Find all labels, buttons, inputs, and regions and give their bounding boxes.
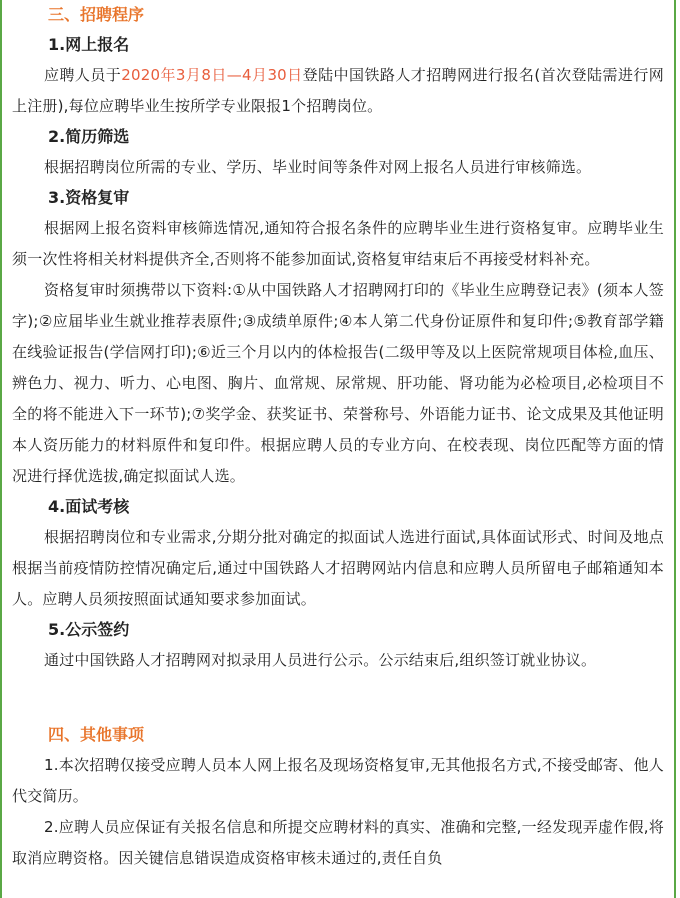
step-heading-qualification-review: 3.资格复审 [48,188,130,207]
step-heading-resume-screening: 2.简历筛选 [48,127,130,146]
step-text-online-registration [12,60,664,122]
step-text-required-documents: 资格复审时须携带以下资料:①从中国铁路人才招聘网打印的《毕业生应聘登记表》(须本人签字);②应届毕业生就业推荐表原件;③成绩单原件;④本人第二代身份证原件和复印件;⑤教育部学籍在线验证报告(学信网打印);⑥近三个月以内的体检报告(二级甲等及以上医院常规项目体检,血压、辨色力、视力、听力、心电图、胸片、血常规、尿常规、肝功能、肾功能为必检项目,必检项目不全的将不能进入下一环节);⑦奖学金、获奖证书、荣誉称号、外语能力证书、论文成果及其他证明本人资历能力的材料原件和复印件。根据应聘人员的专业方向、在校表现、岗位匹配等方面的情况进行择优选拔,确定拟面试人选。 [12,281,664,485]
step-text-interview: 根据招聘岗位和专业需求,分期分批对确定的拟面试人选进行面试,具体面试形式、时间及地点根据当前疫情防控情况确定后,通过中国铁路人才招聘网站内信息和应聘人员所留电子邮箱通知本人。应聘人员须按照面试通知要求参加面试。 [12,528,664,608]
step-heading-interview: 4.面试考核 [48,497,130,516]
other-matter-2: 2.应聘人员应保证有关报名信息和所提交应聘材料的真实、准确和完整,一经发现弄虚作假,将取消应聘资格。因关键信息错误造成资格审核未通过的,责任自负 [12,818,664,867]
step-text-publicity-signing: 通过中国铁路人才招聘网对拟录用人员进行公示。公示结束后,组织签订就业协议。 [44,651,597,669]
text-segment: 登陆中国铁路人才招聘网进行报名(首次登陆需进行网上注册),每位应聘毕业生按所学专业限报1个招聘岗位。 [12,66,664,115]
step-text-resume-screening: 根据招聘岗位所需的专业、学历、毕业时间等条件对网上报名人员进行审核筛选。 [44,158,592,176]
step-heading-publicity-signing: 5.公示签约 [48,620,130,639]
step-text-qualification-review: 根据网上报名资料审核筛选情况,通知符合报名条件的应聘毕业生进行资格复审。应聘毕业生须一次性将相关材料提供齐全,否则将不能参加面试,资格复审结束后不再接受材料补充。 [12,219,664,268]
step-heading-online-registration: 1.网上报名 [48,35,130,54]
section-spacer [12,676,664,720]
article-body [12,0,664,874]
registration-date-range: 2020年3月8日—4月30日 [121,66,303,84]
text-segment: 应聘人员于 [44,66,122,84]
other-matter-1: 1.本次招聘仅接受应聘人员本人网上报名及现场资格复审,无其他报名方式,不接受邮寄、他人代交简历。 [12,756,664,805]
section-title-other-matters: 四、其他事项 [48,725,145,744]
section-title-recruitment-procedure: 三、招聘程序 [48,5,145,24]
